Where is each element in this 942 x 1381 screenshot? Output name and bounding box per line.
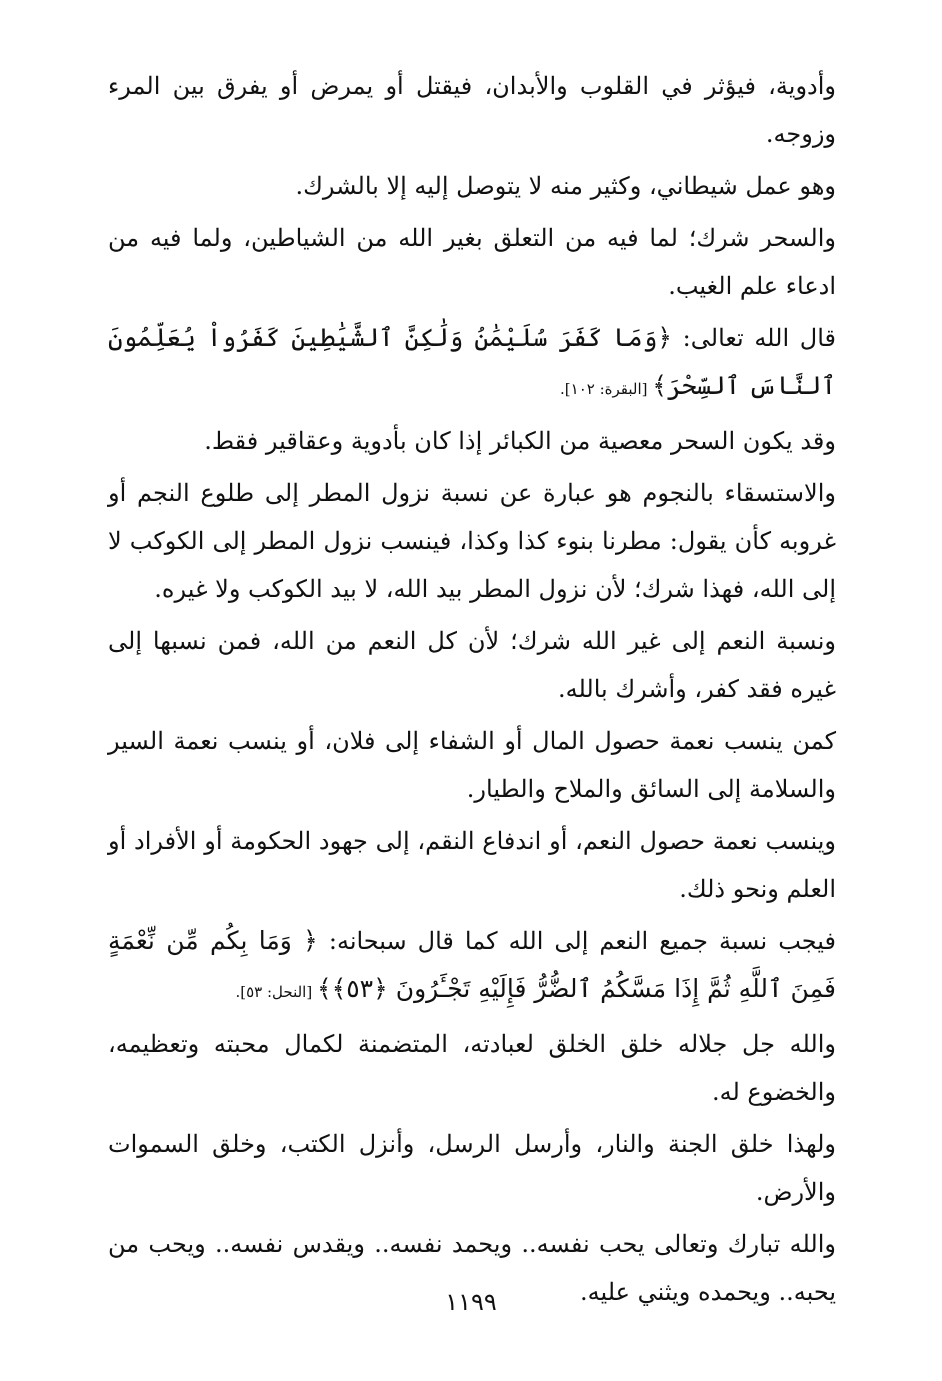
page-number: ١١٩٩ xyxy=(445,1288,497,1316)
paragraph: كمن ينسب نعمة حصول المال أو الشفاء إلى فلان، أو ينسب نعمة السير والسلامة إلى السائق والملاح والطيار. xyxy=(108,727,836,803)
paragraph: والله جل جلاله خلق الخلق لعبادته، المتضمنة لكمال محبته وتعظيمه، والخضوع له. xyxy=(108,1030,836,1106)
paragraph: والاستسقاء بالنجوم هو عبارة عن نسبة نزول المطر إلى طلوع النجم أو غروبه كأن يقول: مطرنا بنوء كذا وكذا، فينسب نزول المطر إلى الكوكب لا إلى الله، فهذا شرك؛ لأن نزول المطر بيد الله، لا بيد الكوكب ولا غيره. xyxy=(108,479,836,603)
paragraph: وقد يكون السحر معصية من الكبائر إذا كان بأدوية وعقاقير فقط. xyxy=(204,427,836,455)
quran-citation-paragraph xyxy=(108,314,836,413)
paragraph: ونسبة النعم إلى غير الله شرك؛ لأن كل النعم من الله، فمن نسبها إلى غيره فقد كفر، وأشرك بالله. xyxy=(108,627,836,703)
paragraph: ولهذا خلق الجنة والنار، وأرسل الرسل، وأنزل الكتب، وخلق السموات والأرض. xyxy=(108,1130,836,1206)
citation-lead: قال الله تعالى: xyxy=(672,324,837,352)
paragraph: وهو عمل شيطاني، وكثير منه لا يتوصل إليه إلا بالشرك. xyxy=(295,172,836,200)
citation-lead: فيجب نسبة جميع النعم إلى الله كما قال سبحانه: xyxy=(317,927,836,955)
page-body xyxy=(108,62,836,1320)
verse-reference: [النحل: ٥٣]. xyxy=(235,983,317,1001)
verse-reference: [البقرة: ١٠٢]. xyxy=(560,380,653,398)
quran-verse: ﴿ وَمَا بِكُم مِّن نِّعْمَةٍ فَمِنَ ٱللَّهِ ثُمَّ إِذَا مَسَّكُمُ ٱلضُّرُّ فَإِلَيْهِ تَجْـَٔرُونَ ﴿٥٣﴾﴾ xyxy=(108,926,836,1003)
quran-verse: ﴿وَمَا كَفَرَ سُلَيْمَٰنُ وَلَٰكِنَّ ٱلشَّيَٰطِينَ كَفَرُواْ يُعَلِّمُونَ ٱلنَّاسَ ٱلسِّحْرَ﴾ xyxy=(108,323,836,400)
quran-citation-paragraph xyxy=(108,917,836,1016)
paragraph: وأدوية، فيؤثر في القلوب والأبدان، فيقتل أو يمرض أو يفرق بين المرء وزوجه. xyxy=(108,72,836,148)
paragraph: والله تبارك وتعالى يحب نفسه.. ويحمد نفسه.. ويقدس نفسه.. ويحب من يحبه.. ويحمده ويثني عليه. xyxy=(108,1230,836,1306)
paragraph: وينسب نعمة حصول النعم، أو اندفاع النقم، إلى جهود الحكومة أو الأفراد أو العلم ونحو ذلك. xyxy=(108,827,836,903)
paragraph: والسحر شرك؛ لما فيه من التعلق بغير الله من الشياطين، ولما فيه من ادعاء علم الغيب. xyxy=(108,224,836,300)
